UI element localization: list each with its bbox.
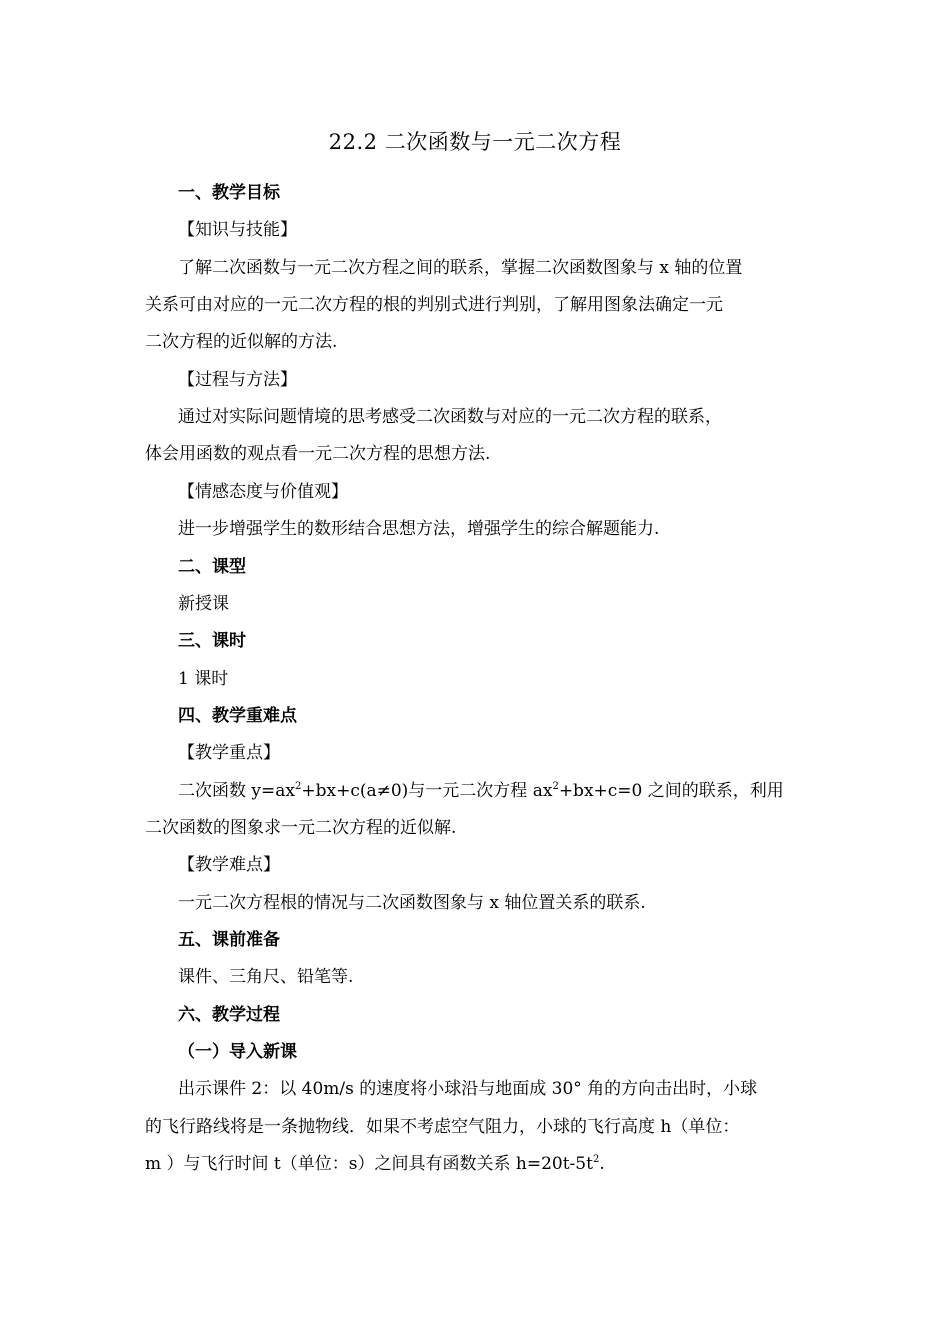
subheading-introduction: （一）导入新课 xyxy=(178,1042,297,1062)
heading-objectives: 一、教学目标 xyxy=(178,183,280,203)
paragraph-line: 体会用函数的观点看一元二次方程的思想方法. xyxy=(145,444,491,464)
paragraph-line: 了解二次函数与一元二次方程之间的联系，掌握二次函数图象与 x 轴的位置 xyxy=(178,258,743,278)
heading-teaching-process: 六、教学过程 xyxy=(178,1005,280,1025)
heading-key-difficult: 四、教学重难点 xyxy=(178,706,297,726)
text-run: . xyxy=(599,1154,605,1174)
lesson-type-text: 新授课 xyxy=(178,594,229,614)
heading-lesson-type: 二、课型 xyxy=(178,557,246,577)
paragraph-line: 通过对实际问题情境的思考感受二次函数与对应的一元二次方程的联系， xyxy=(178,407,722,427)
text-run: +bx+c(a≠0)与一元二次方程 ax xyxy=(301,781,553,801)
paragraph-line: 二次方程的近似解的方法. xyxy=(145,332,338,352)
paragraph-line: 二次函数的图象求一元二次方程的近似解. xyxy=(145,818,457,838)
label-difficult-points: 【教学难点】 xyxy=(178,855,280,875)
paragraph-line: 出示课件 2：以 40m/s 的速度将小球沿与地面成 30° 角的方向击出时，小球 xyxy=(178,1079,758,1099)
paragraph-line: 关系可由对应的一元二次方程的根的判别式进行判别，了解用图象法确定一元 xyxy=(145,295,723,315)
heading-preparation: 五、课前准备 xyxy=(178,930,280,950)
superscript: 2 xyxy=(294,781,302,792)
key-points-line xyxy=(178,779,784,803)
paragraph-line: 一元二次方程根的情况与二次函数图象与 x 轴位置关系的联系. xyxy=(178,893,646,913)
lesson-hours-text: 1 课时 xyxy=(178,669,229,689)
superscript: 2 xyxy=(552,781,559,792)
document-title: 22.2 二次函数与一元二次方程 xyxy=(328,130,622,154)
label-attitude-values: 【情感态度与价值观】 xyxy=(178,482,348,502)
label-key-points: 【教学重点】 xyxy=(178,743,280,763)
paragraph-line: 进一步增强学生的数形结合思想方法，增强学生的综合解题能力. xyxy=(178,519,660,539)
paragraph-line xyxy=(145,1152,605,1176)
text-run: 二次函数 y=ax xyxy=(178,781,295,801)
text-run: m ）与飞行时间 t（单位：s）之间具有函数关系 h=20t-5t xyxy=(145,1154,593,1174)
paragraph-line: 的飞行路线将是一条抛物线．如果不考虑空气阻力，小球的飞行高度 h（单位： xyxy=(145,1117,740,1137)
label-process-method: 【过程与方法】 xyxy=(178,370,297,390)
heading-lesson-hours: 三、课时 xyxy=(178,631,246,651)
superscript: 2 xyxy=(592,1154,600,1165)
text-run: +bx+c=0 之间的联系，利用 xyxy=(558,781,784,801)
preparation-text: 课件、三角尺、铅笔等. xyxy=(178,967,354,987)
label-knowledge-skills: 【知识与技能】 xyxy=(178,220,297,240)
